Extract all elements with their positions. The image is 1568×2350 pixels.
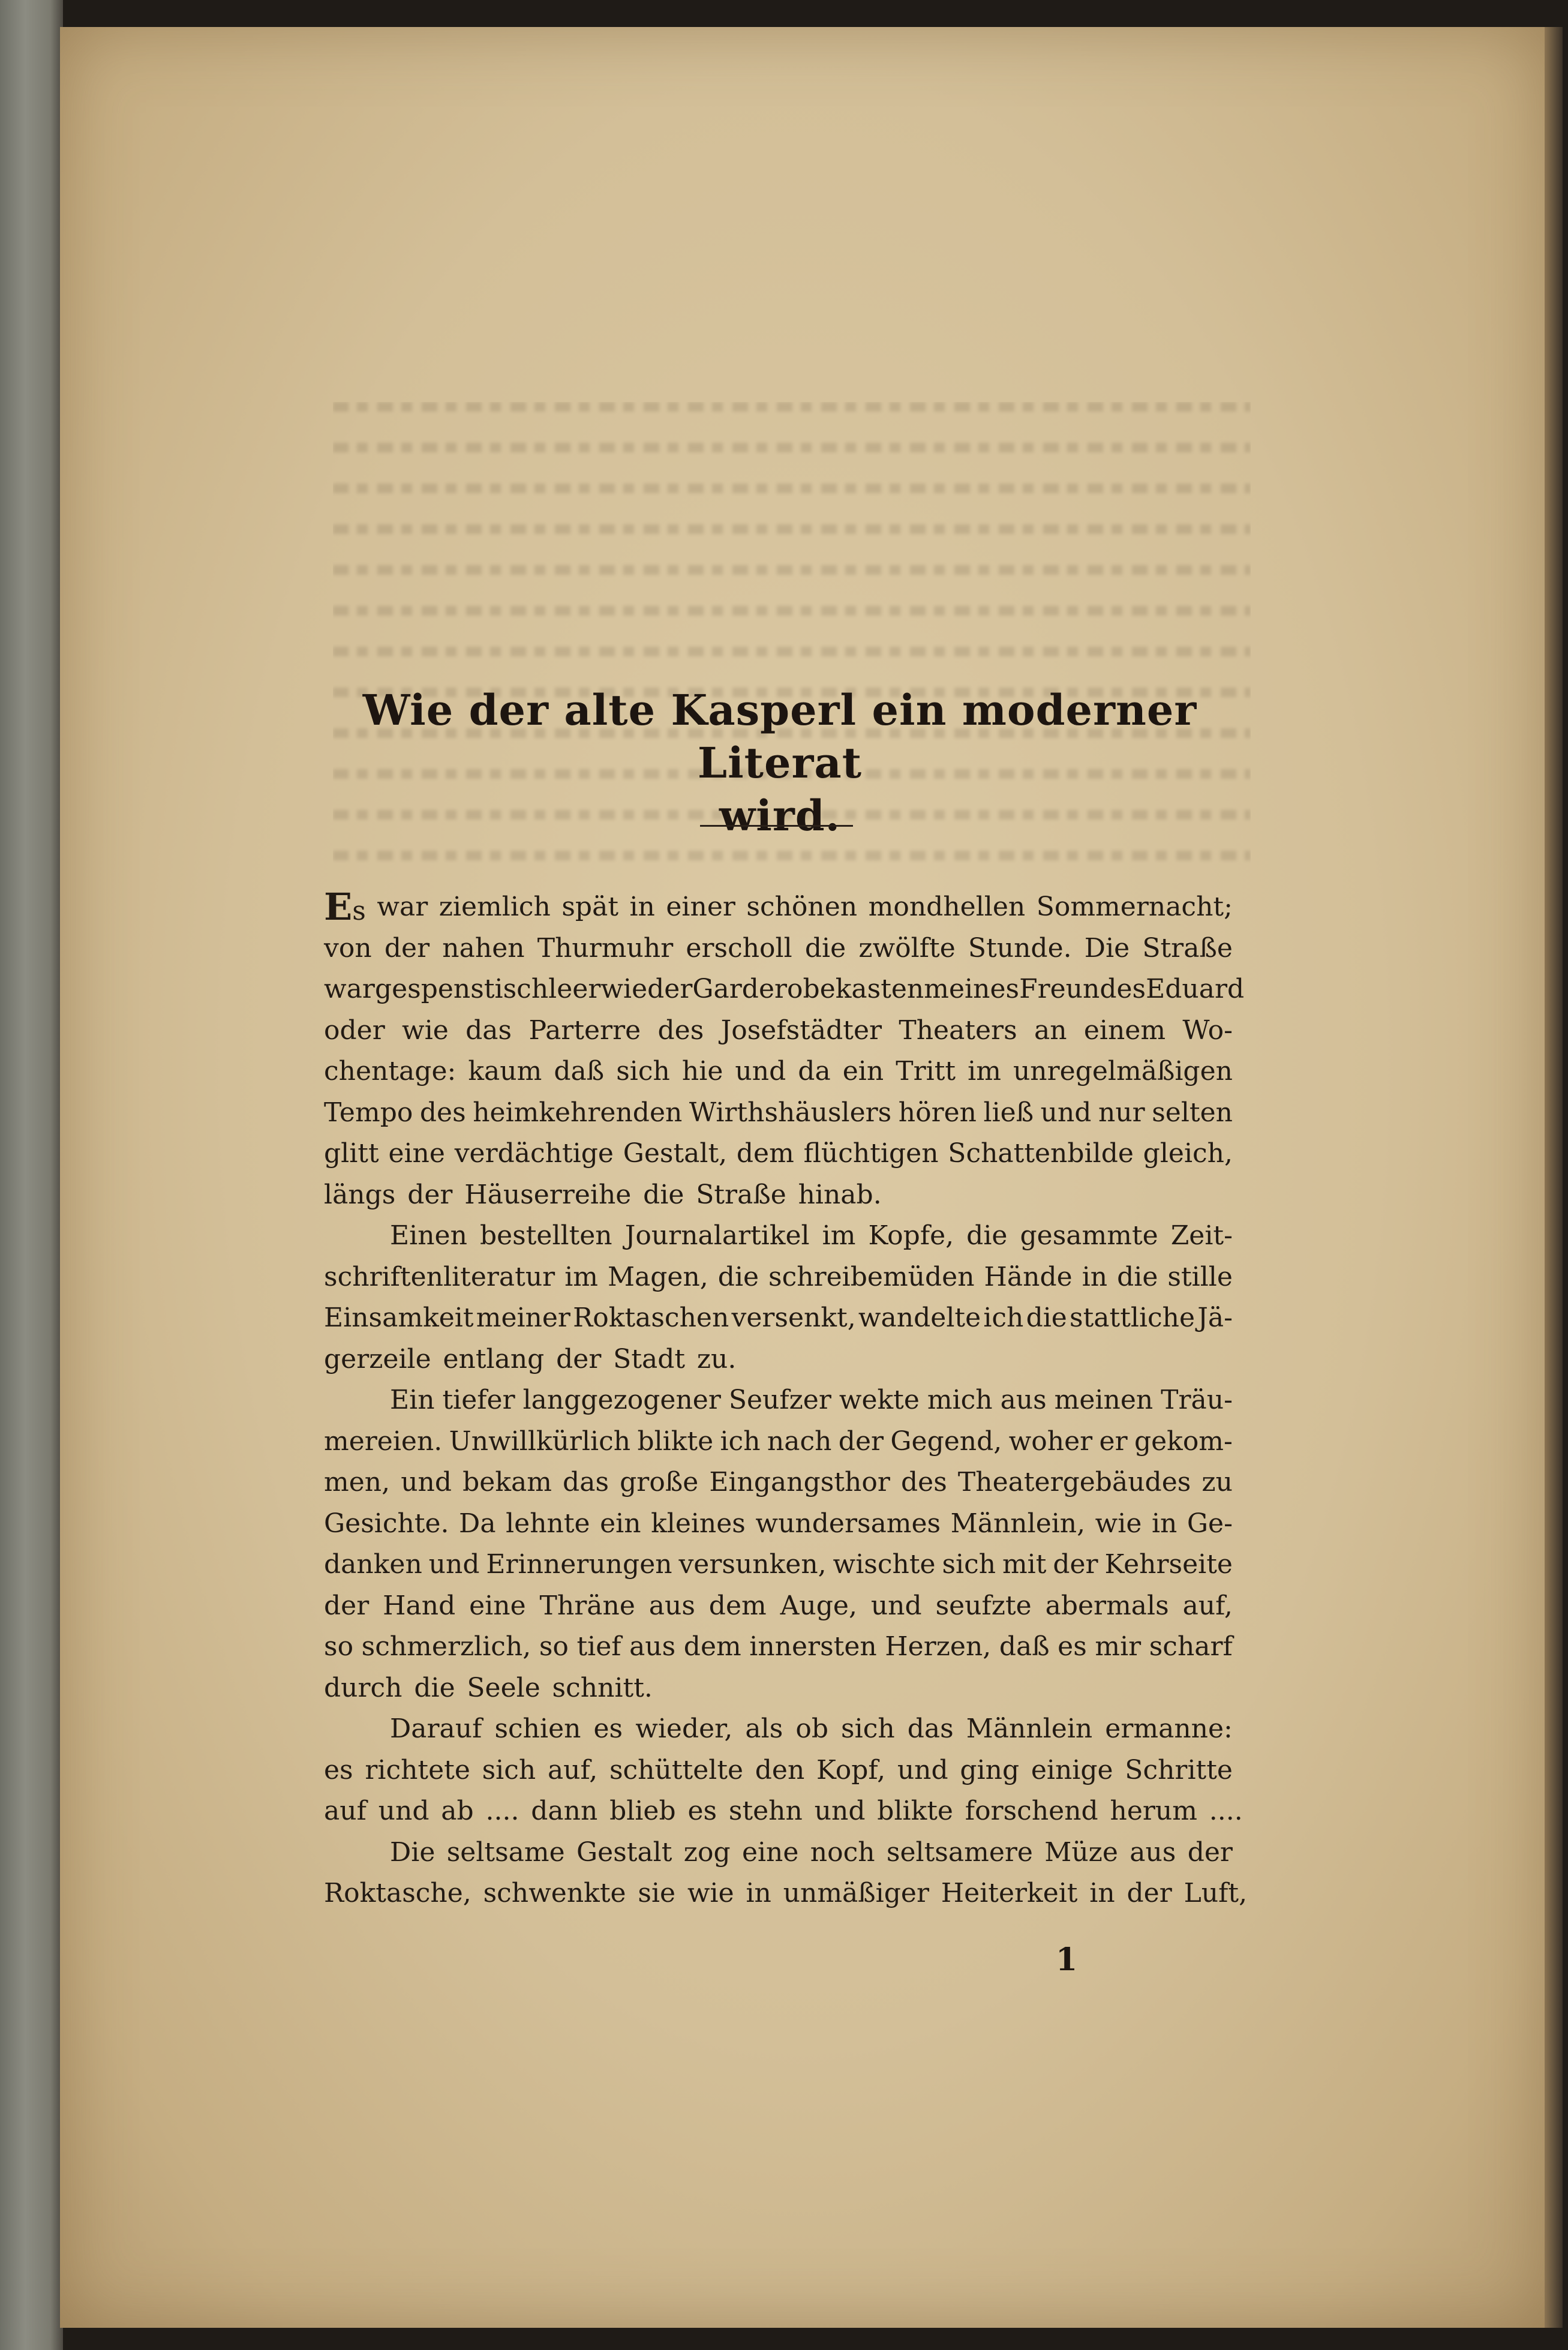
text-line: längs der Häuserreihe die Straße hinab.	[324, 1179, 882, 1210]
text-line: so schmerzlich, so tief aus dem innersten Herzen, daß es mir scharf	[324, 1631, 1233, 1662]
text-line: men, und bekam das große Eingangsthor des Theatergebäudes zu	[324, 1467, 1233, 1497]
text-line: war gespenstisch leer wie der Garderobekasten meines Freundes Eduard	[324, 974, 1245, 1004]
text-line: durch die Seele schnitt.	[324, 1672, 653, 1703]
body-text	[324, 885, 1248, 1914]
title-divider	[700, 825, 853, 827]
text-line: schriftenliteratur im Magen, die schreibemüden Hände in die stille	[324, 1261, 1233, 1292]
text-line: chentage: kaum daß sich hie und da ein Tritt im unregelmäßigen	[324, 1056, 1233, 1087]
text-line: Tempo des heimkehrenden Wirthshäuslers hören ließ und nur selten	[324, 1097, 1233, 1128]
chapter-title-line-2: wird.	[719, 791, 841, 841]
text-line: glitt eine verdächtige Gestalt, dem flüchtigen Schattenbilde gleich,	[324, 1138, 1233, 1169]
text-line: es richtete sich auf, schüttelte den Kopf, und ging einige Schritte	[324, 1754, 1233, 1785]
text-line: Darauf schien es wieder, als ob sich das Männlein ermanne:	[390, 1713, 1233, 1744]
text-line: Einsamkeit meiner Roktaschen versenkt, wandelte ich die stattliche Jä-	[324, 1302, 1233, 1333]
page-number: 1	[1056, 1941, 1078, 1978]
text-line: mereien. Unwillkürlich blikte ich nach der Gegend, woher er gekom-	[324, 1425, 1233, 1457]
text-line: auf und ab .... dann blieb es stehn und blikte forschend herum ....	[324, 1796, 1243, 1826]
text-line: Ein tiefer langgezogener Seufzer wekte mich aus meinen Träu-	[390, 1385, 1233, 1415]
book-binding-edge	[0, 0, 63, 2350]
text-line: der Hand eine Thräne aus dem Auge, und seufzte abermals auf,	[324, 1590, 1233, 1621]
text-line: danken und Erinnerungen versunken, wischte sich mit der Kehrseite	[324, 1549, 1233, 1580]
text-line: Gesichte. Da lehnte ein kleines wundersames Männlein, wie in Ge-	[324, 1508, 1233, 1539]
text-line: Einen bestellten Journalartikel im Kopfe, die gesammte Zeit-	[390, 1220, 1233, 1251]
chapter-title-line-1: Wie der alte Kasperl ein moderner Literat	[362, 685, 1197, 788]
text-line: oder wie das Parterre des Josefstädter Theaters an einem Wo-	[324, 1015, 1233, 1046]
page-edge	[1545, 27, 1563, 2328]
text-line: Die seltsame Gestalt zog eine noch seltsamere Müze aus der	[390, 1836, 1233, 1868]
chapter-title	[300, 684, 1260, 842]
text-line: gerzeile entlang der Stadt zu.	[324, 1343, 737, 1374]
text-line: von der nahen Thurmuhr erscholl die zwölfte Stunde. Die Straße	[324, 932, 1233, 964]
text-line: Es war ziemlich spät in einer schönen mondhellen Sommernacht;	[324, 885, 1233, 929]
text-line: Roktasche, schwenkte sie wie in unmäßiger Heiterkeit in der Luft,	[324, 1878, 1248, 1908]
